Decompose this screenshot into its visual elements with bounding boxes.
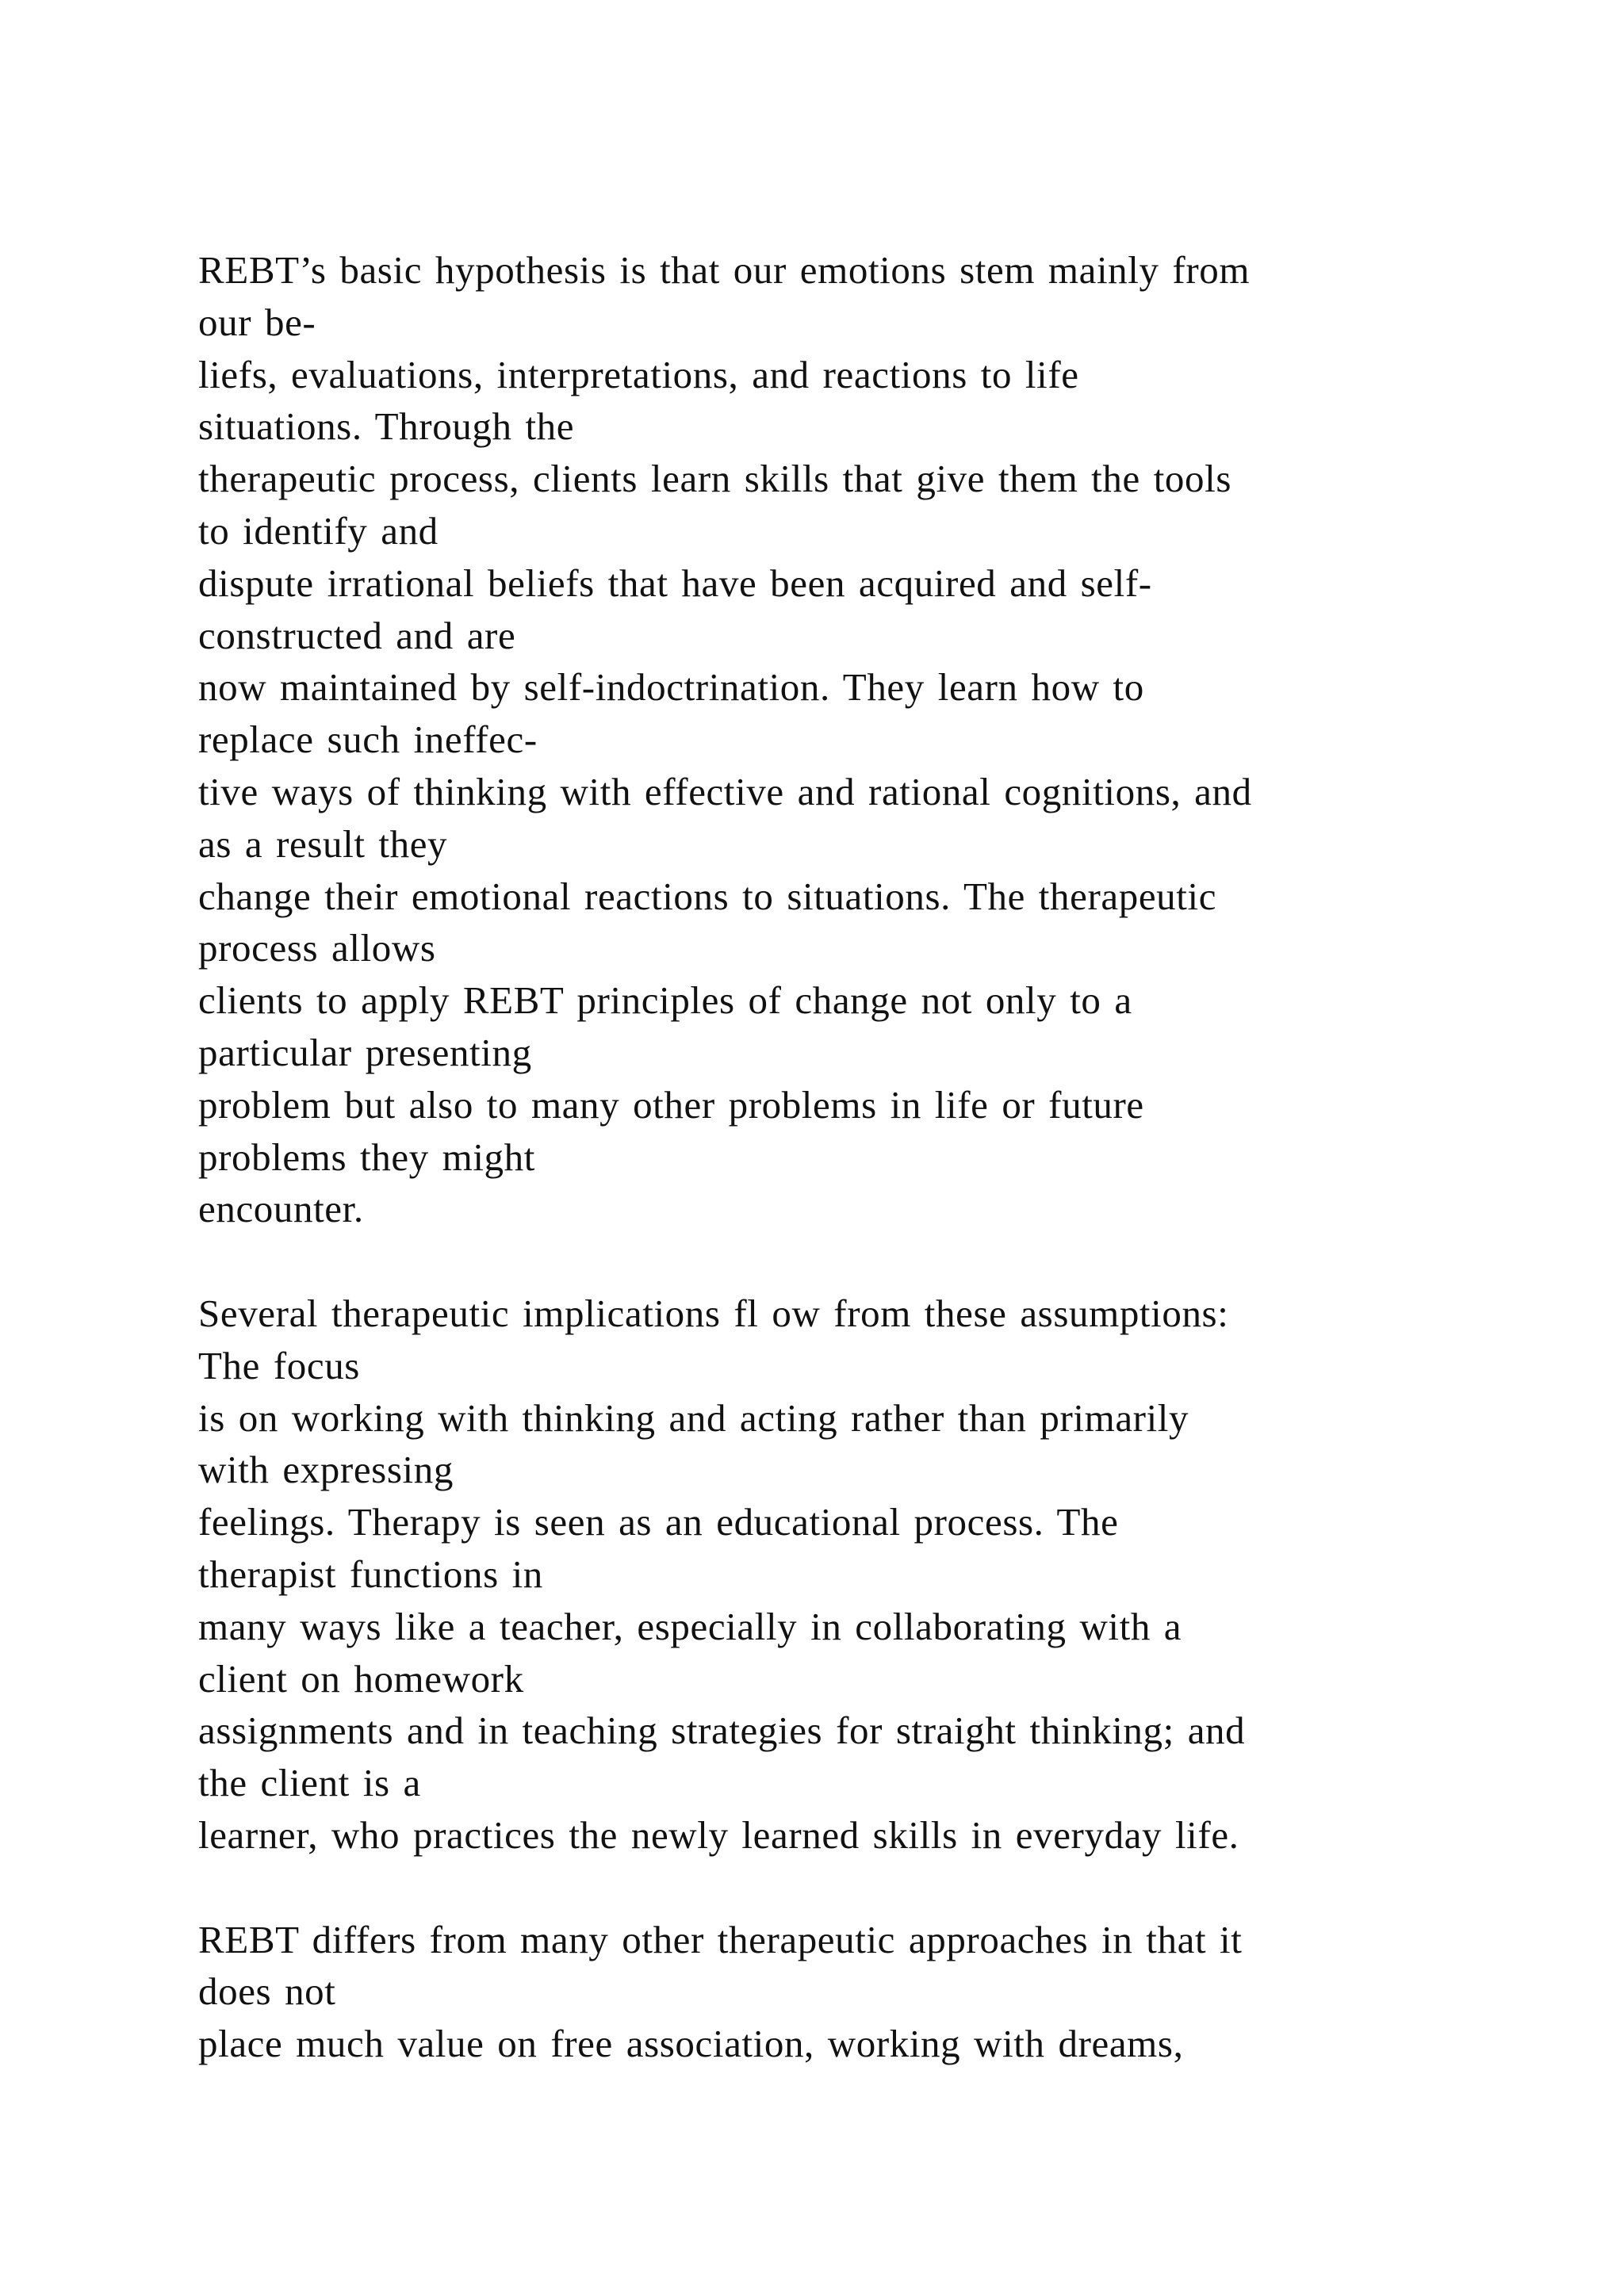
text-line: therapeutic process, clients learn skills that give them the tools [198,457,1231,501]
text-line: place much value on free association, working with dreams, [198,2022,1184,2066]
text-line: to identify and [198,508,439,553]
text-line: our be- [198,300,316,344]
text-line: The focus [198,1343,360,1387]
text-line: replace such ineffec- [198,718,538,762]
text-line: now maintained by self-indoctrination. They learn how to [198,665,1144,710]
paragraph-gap [198,1235,1435,1288]
text-line: encounter. [198,1187,364,1231]
paragraph-gap [198,1862,1435,1914]
paragraph-rebt-hypothesis [198,244,1435,1235]
text-line: liefs, evaluations, interpretations, and reactions to life [198,352,1079,396]
text-line: REBT differs from many other therapeutic approaches in that it [198,1917,1243,1961]
document-body [198,244,1435,2070]
text-line: as a result they [198,821,448,866]
paragraph-rebt-differs [198,1914,1435,2070]
text-line: change their emotional reactions to situations. The therapeutic [198,874,1217,918]
text-line: particular presenting [198,1030,532,1074]
text-line: does not [198,1969,336,2014]
text-line: process allows [198,926,436,970]
text-line: REBT’s basic hypothesis is that our emotions stem mainly from [198,248,1251,292]
text-line: the client is a [198,1761,421,1805]
text-line: client on homework [198,1656,524,1701]
text-line: problem but also to many other problems in life or future [198,1082,1144,1127]
text-line: learner, who practices the newly learned skills in everyday life. [198,1812,1239,1857]
text-line: feelings. Therapy is seen as an educational process. The [198,1500,1119,1544]
text-line: with expressing [198,1448,454,1492]
text-line: constructed and are [198,613,516,657]
text-line: dispute irrational beliefs that have been acquired and self- [198,561,1152,605]
text-line: Several therapeutic implications fl ow from these assumptions: [198,1291,1229,1335]
text-line: many ways like a teacher, especially in collaborating with a [198,1604,1182,1648]
text-line: tive ways of thinking with effective and rational cognitions, and [198,769,1252,813]
text-line: situations. Through the [198,404,575,449]
text-line: clients to apply REBT principles of change not only to a [198,978,1132,1023]
text-line: is on working with thinking and acting rather than primarily [198,1395,1189,1440]
paragraph-therapeutic-implications [198,1288,1435,1862]
text-line: problems they might [198,1135,535,1179]
text-line: assignments and in teaching strategies for straight thinking; and [198,1709,1246,1753]
text-line: therapist functions in [198,1552,543,1596]
